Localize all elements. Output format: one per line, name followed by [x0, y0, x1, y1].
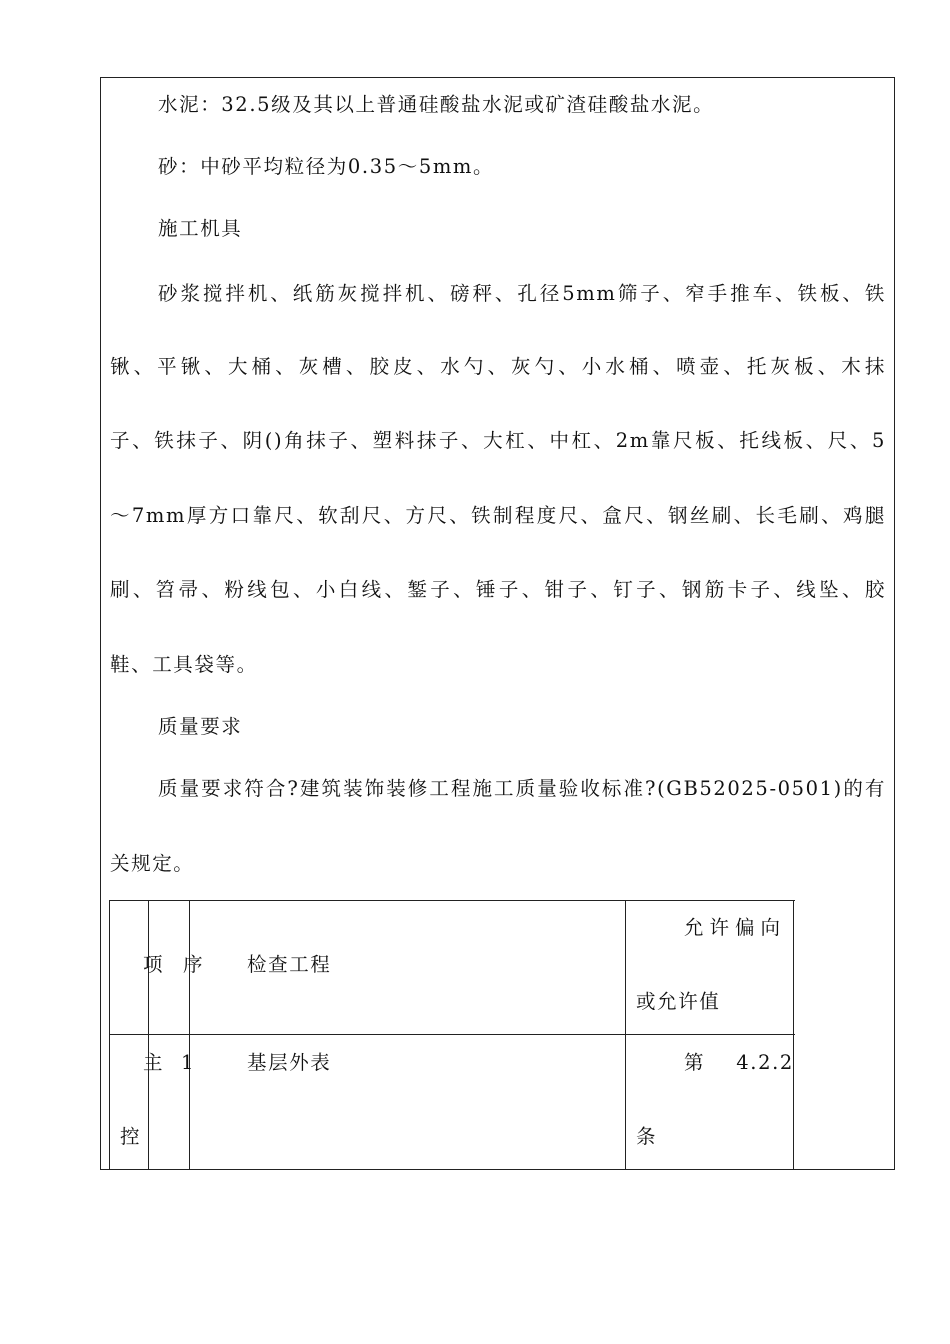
quality-line-2: 关规定。	[110, 852, 195, 875]
tools-line-4: ～7mm厚方口靠尺、软刮尺、方尺、铁制程度尺、盒尺、钢丝刷、长毛刷、鸡腿	[110, 504, 886, 527]
quality-line-1: 质量要求符合?建筑装饰装修工程施工质量验收标准?(GB52025-0501)的有	[158, 777, 886, 800]
page-frame	[100, 77, 895, 1170]
header-seq: 序	[183, 953, 205, 976]
tools-heading: 施工机具	[158, 217, 243, 240]
header-allow-line2: 或允许值	[636, 990, 721, 1013]
header-item: 项	[143, 953, 165, 976]
header-allow-line1: 允许偏向	[684, 916, 787, 939]
cement-line: 水泥：32.5级及其以上普通硅酸盐水泥或矿渣硅酸盐水泥。	[158, 93, 715, 116]
row1-item-line1: 主	[143, 1051, 165, 1074]
quality-heading: 质量要求	[158, 715, 243, 738]
header-check: 检查工程	[247, 953, 332, 976]
row1-allow-line1: 第 4.2.2	[684, 1051, 794, 1074]
row1-allow-line2: 条	[636, 1125, 658, 1148]
tools-line-2: 锹、平锹、大桶、灰槽、胶皮、水勺、灰勺、小水桶、喷壶、托灰板、木抹	[110, 355, 886, 378]
sand-line: 砂：中砂平均粒径为0.35～5mm。	[158, 155, 495, 178]
tools-line-1: 砂浆搅拌机、纸筋灰搅拌机、磅秤、孔径5mm筛子、窄手推车、铁板、铁	[158, 282, 886, 305]
row1-seq: 1	[181, 1051, 196, 1074]
row1-check: 基层外表	[247, 1051, 332, 1074]
tools-line-5: 刷、笤帚、粉线包、小白线、錾子、锤子、钳子、钉子、钢筋卡子、线坠、胶	[110, 578, 886, 601]
tools-line-3: 子、铁抹子、阴()角抹子、塑料抹子、大杠、中杠、2m靠尺板、托线板、尺、5	[110, 429, 886, 452]
tools-line-6: 鞋、工具袋等。	[110, 653, 258, 676]
row1-item-line2: 控	[120, 1125, 142, 1148]
